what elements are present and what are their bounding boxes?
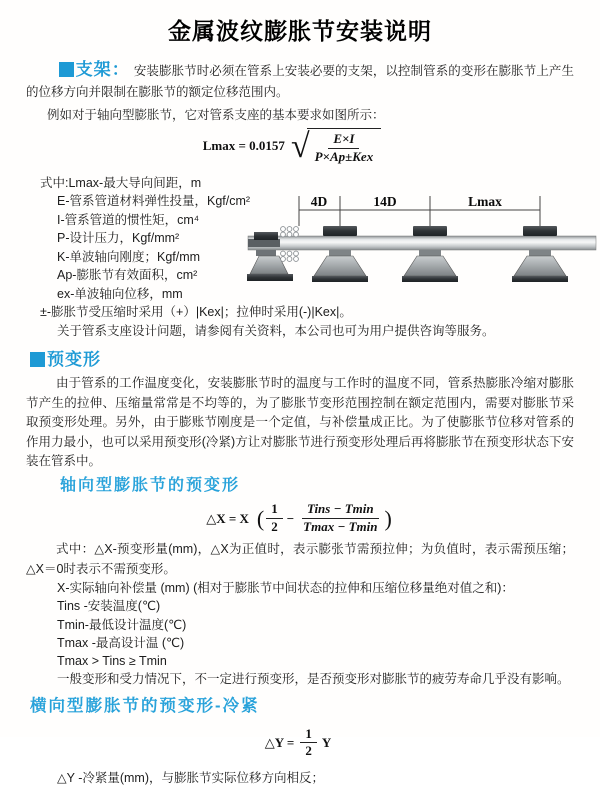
sqrt-radical-icon: √ [290,128,310,166]
fraction-numerator: 1 [300,727,317,744]
note-line: Tmin-最低设计温度(℃) [57,617,187,632]
fraction-numerator: 1 [266,502,283,519]
blue-square-icon [59,62,74,77]
note-line: 一般变形和受力情况下，不一定进行预变形，是否预变形对膨胀节的疲劳寿命几乎没有影响。 [57,672,570,687]
definition-line: I-管系管道的惯性矩，cm⁴ [57,212,200,227]
lateral-formula [265,727,331,760]
note-line: Tmax -最高设计温 (℃) [57,635,185,650]
pipe-support [312,226,368,282]
half-fraction [300,727,317,760]
fraction-denominator: 2 [271,519,278,535]
pipe-support [512,226,568,282]
lateral-note-line: △Y -冷紧量(mm)，与膨胀节实际位移方向相反； [57,771,325,786]
half-fraction [266,502,283,535]
fraction-denominator: 2 [305,743,312,759]
axial-subheading: 轴向型膨胀节的预变形 [60,477,241,495]
sqrt-body [307,128,382,165]
definition-line: ±-膨胀节受压缩时采用（+）|Kex|；拉伸时采用(-)|Kex|。 [40,305,352,320]
definition-line: 式中:Lmax-最大导向间距，m [40,175,202,190]
formula-lhs: △Y = [264,734,295,750]
formula-lhs: Lmax = 0.0157 [202,138,285,154]
minus-operator: − [286,510,295,526]
support-intro-text: 安装膨胀节时必须在管系上安装必要的支架，以控制管系的变形在膨胀节上产生的位移方向并限制在膨胀节的额定位移范围内。 [26,64,574,99]
definition-line: 关于管系支座设计问题，请参阅有关资料，本公司也可为用户提供咨询等服务。 [57,323,495,338]
axial-note-paragraph: 式中：△X-预变形量(mm)，△X为正值时，表示膨张节需预拉伸；为负值时，表示需预压缩；△X＝0时表示不需预变形。 [26,542,574,576]
pipe-support [402,226,458,282]
fraction-denominator: P×Ap±Kex [314,148,374,164]
axial-notes-list [57,579,600,688]
pipe [248,236,596,250]
page-title: 金属波纹膨胀节安装说明 [168,18,432,44]
dim-label-4d: 4D [310,194,328,209]
definition-line: K-单波轴向刚度；Kgf/mm [57,249,201,264]
diagram-svg [246,192,598,294]
formula-lhs: △X = X [206,510,249,526]
dim-label-lmax: Lmax [468,194,502,209]
pipe-support-diagram [246,192,598,294]
support-example-line: 例如对于轴向型膨胀节，它对管系支座的基本要求如图所示： [47,108,385,122]
note-line: Tmax > Tins ≥ Tmin [57,654,167,669]
predeform-paragraph: 由于管系的工作温度变化，安装膨胀节时的温度与工作时的温度不同，管系热膨胀冷缩对膨胀节产生的拉伸、压缩量常常是不均等的，为了膨胀节变形范围控制在额定范围内，需要对膨胀节采取预变形处理。另外，由于膨账节刚度是一个定值，与补偿量成正比。为了使膨胀节位移对管系的作用力最小，也可以采用预变形(冷紧)方让对膨胀节进行预变形处理后再将膨胀节在预变形状态下安装在管系中。 [26,376,574,468]
support-section-heading: 支架： [75,60,130,79]
lmax-formula [203,128,381,165]
note-line: Tins -安装温度(℃) [57,599,161,614]
fraction-numerator: E×I [328,132,359,149]
axial-formula: △X = X ( $\frac{1}{2}$ − $\frac{\text{Tins − Tmin}}{Tmax - Tmin}$ ) [206,501,392,535]
blue-square-icon [30,352,45,367]
definition-line: ex-单波轴向位移，mm [57,286,183,301]
definition-line: E-管系管道材料弹性投量，Kgf/cm² [57,194,251,209]
dimension-lines [299,196,540,226]
formula-rhs: Y [321,734,332,750]
fraction [310,132,379,165]
fraction-numerator: Tins − Tmin [302,502,379,519]
support-paragraph [26,59,574,103]
dim-label-14d: 14D [373,194,397,209]
predeform-section-heading [30,345,600,370]
predeform-heading-text: 预变形 [47,350,101,370]
lateral-subheading: 横向型膨胀节的预变形-冷紧 [30,696,260,715]
definition-line: P-设计压力，Kgf/mm² [57,231,180,246]
temperature-fraction [298,502,382,535]
note-line: X-实际轴向补偿量 (mm) (相对于膨胀节中间状态的拉伸和压缩位移量绝对值之和)： [57,581,514,596]
fraction-denominator: Tmax − Tmin [303,519,378,535]
definition-line: Ap-膨胀节有效面积，cm² [57,268,198,283]
